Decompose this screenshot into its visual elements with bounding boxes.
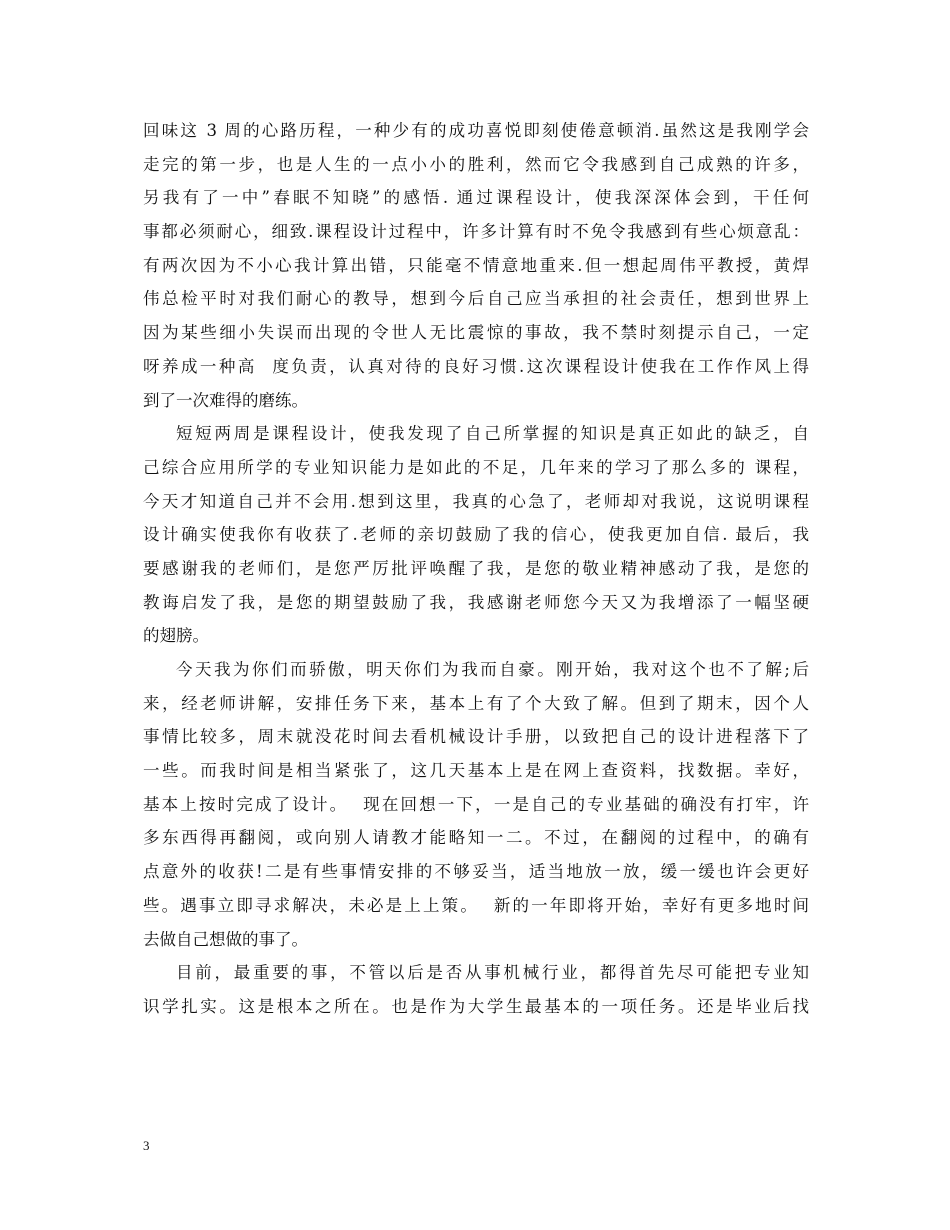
text-line: 目前，最重要的事，不管以后是否从事机械行业，都得首先尽可能把专业知 <box>176 963 809 983</box>
text-line: 基本上按时完成了设计。 现在回想一下，一是自己的专业基础的确没有打牢，许 <box>143 794 809 814</box>
text-line: 因为某些细小失误而出现的令世人无比震惊的事故，我不禁时刻提示自己，一定 <box>143 323 809 343</box>
text-line: 伟总检平时对我们耐心的教导，想到今后自己应当承担的社会责任，想到世界上 <box>143 289 809 309</box>
text-line: 有两次因为不小心我计算出错，只能毫不情意地重来.但一想起周伟平教授，黄焊 <box>143 255 809 275</box>
text-line: 短短两周是课程设计，使我发现了自己所掌握的知识是真正如此的缺乏，自 <box>176 424 809 444</box>
text-line: 来，经老师讲解，安排任务下来，基本上有了个大致了解。但到了期末，因个人 <box>143 693 809 713</box>
paragraph-2 <box>143 417 809 653</box>
text-line: 走完的第一步，也是人生的一点小小的胜利，然而它令我感到自己成熟的许多， <box>143 154 809 174</box>
text-line: 事都必须耐心，细致.课程设计过程中，许多计算有时不免令我感到有些心烦意乱： <box>143 222 809 242</box>
text-line: 要感谢我的老师们，是您严厉批评唤醒了我，是您的敬业精神感动了我，是您的 <box>143 558 809 578</box>
paragraph-1 <box>143 114 809 417</box>
text-line: 多东西得再翻阅，或向别人请教才能略知一二。不过，在翻阅的过程中，的确有 <box>143 828 809 848</box>
text-line: 设计确实使我你有收获了.老师的亲切鼓励了我的信心，使我更加自信. 最后，我 <box>143 525 809 545</box>
text-line: 点意外的收获!二是有些事情安排的不够妥当，适当地放一放，缓一缓也许会更好 <box>143 862 809 882</box>
text-line: 一些。而我时间是相当紧张了，这几天基本上是在网上查资料，找数据。幸好， <box>143 761 809 781</box>
body-text <box>143 114 809 1024</box>
text-line: 今天我为你们而骄傲，明天你们为我而自豪。刚开始，我对这个也不了解;后 <box>176 660 809 679</box>
text-line: 教诲启发了我，是您的期望鼓励了我，我感谢老师您今天又为我增添了一幅坚硬 <box>143 592 809 612</box>
page-number: 3 <box>143 1138 150 1153</box>
text-line: 事情比较多，周末就没花时间去看机械设计手册，以致把自己的设计进程落下了 <box>143 727 809 747</box>
paragraph-4 <box>143 956 809 1023</box>
text-line: 呀养成一种高 度负责，认真对待的良好习惯.这次课程设计使我在工作作风上得 <box>143 356 809 376</box>
paragraph-3 <box>143 653 809 956</box>
text-line: 的翅膀。 <box>143 626 209 646</box>
text-line: 些。遇事立即寻求解决，未必是上上策。 新的一年即将开始，幸好有更多地时间 <box>143 895 809 915</box>
text-line: 到了一次难得的磨练。 <box>143 390 308 410</box>
text-line: 另我有了一中”春眠不知晓”的感悟. 通过课程设计，使我深深体会到，干任何 <box>143 188 809 208</box>
text-line: 今天才知道自己并不会用.想到这里，我真的心急了，老师却对我说，这说明课程 <box>143 491 809 511</box>
text-line: 回味这 3 周的心路历程，一种少有的成功喜悦即刻使倦意顿消.虽然这是我刚学会 <box>143 121 809 140</box>
text-line: 识学扎实。这是根本之所在。也是作为大学生最基本的一项任务。还是毕业后找 <box>143 996 809 1016</box>
text-line: 去做自己想做的事了。 <box>143 929 308 949</box>
text-line: 己综合应用所学的专业知识能力是如此的不足，几年来的学习了那么多的 课程， <box>143 457 809 477</box>
